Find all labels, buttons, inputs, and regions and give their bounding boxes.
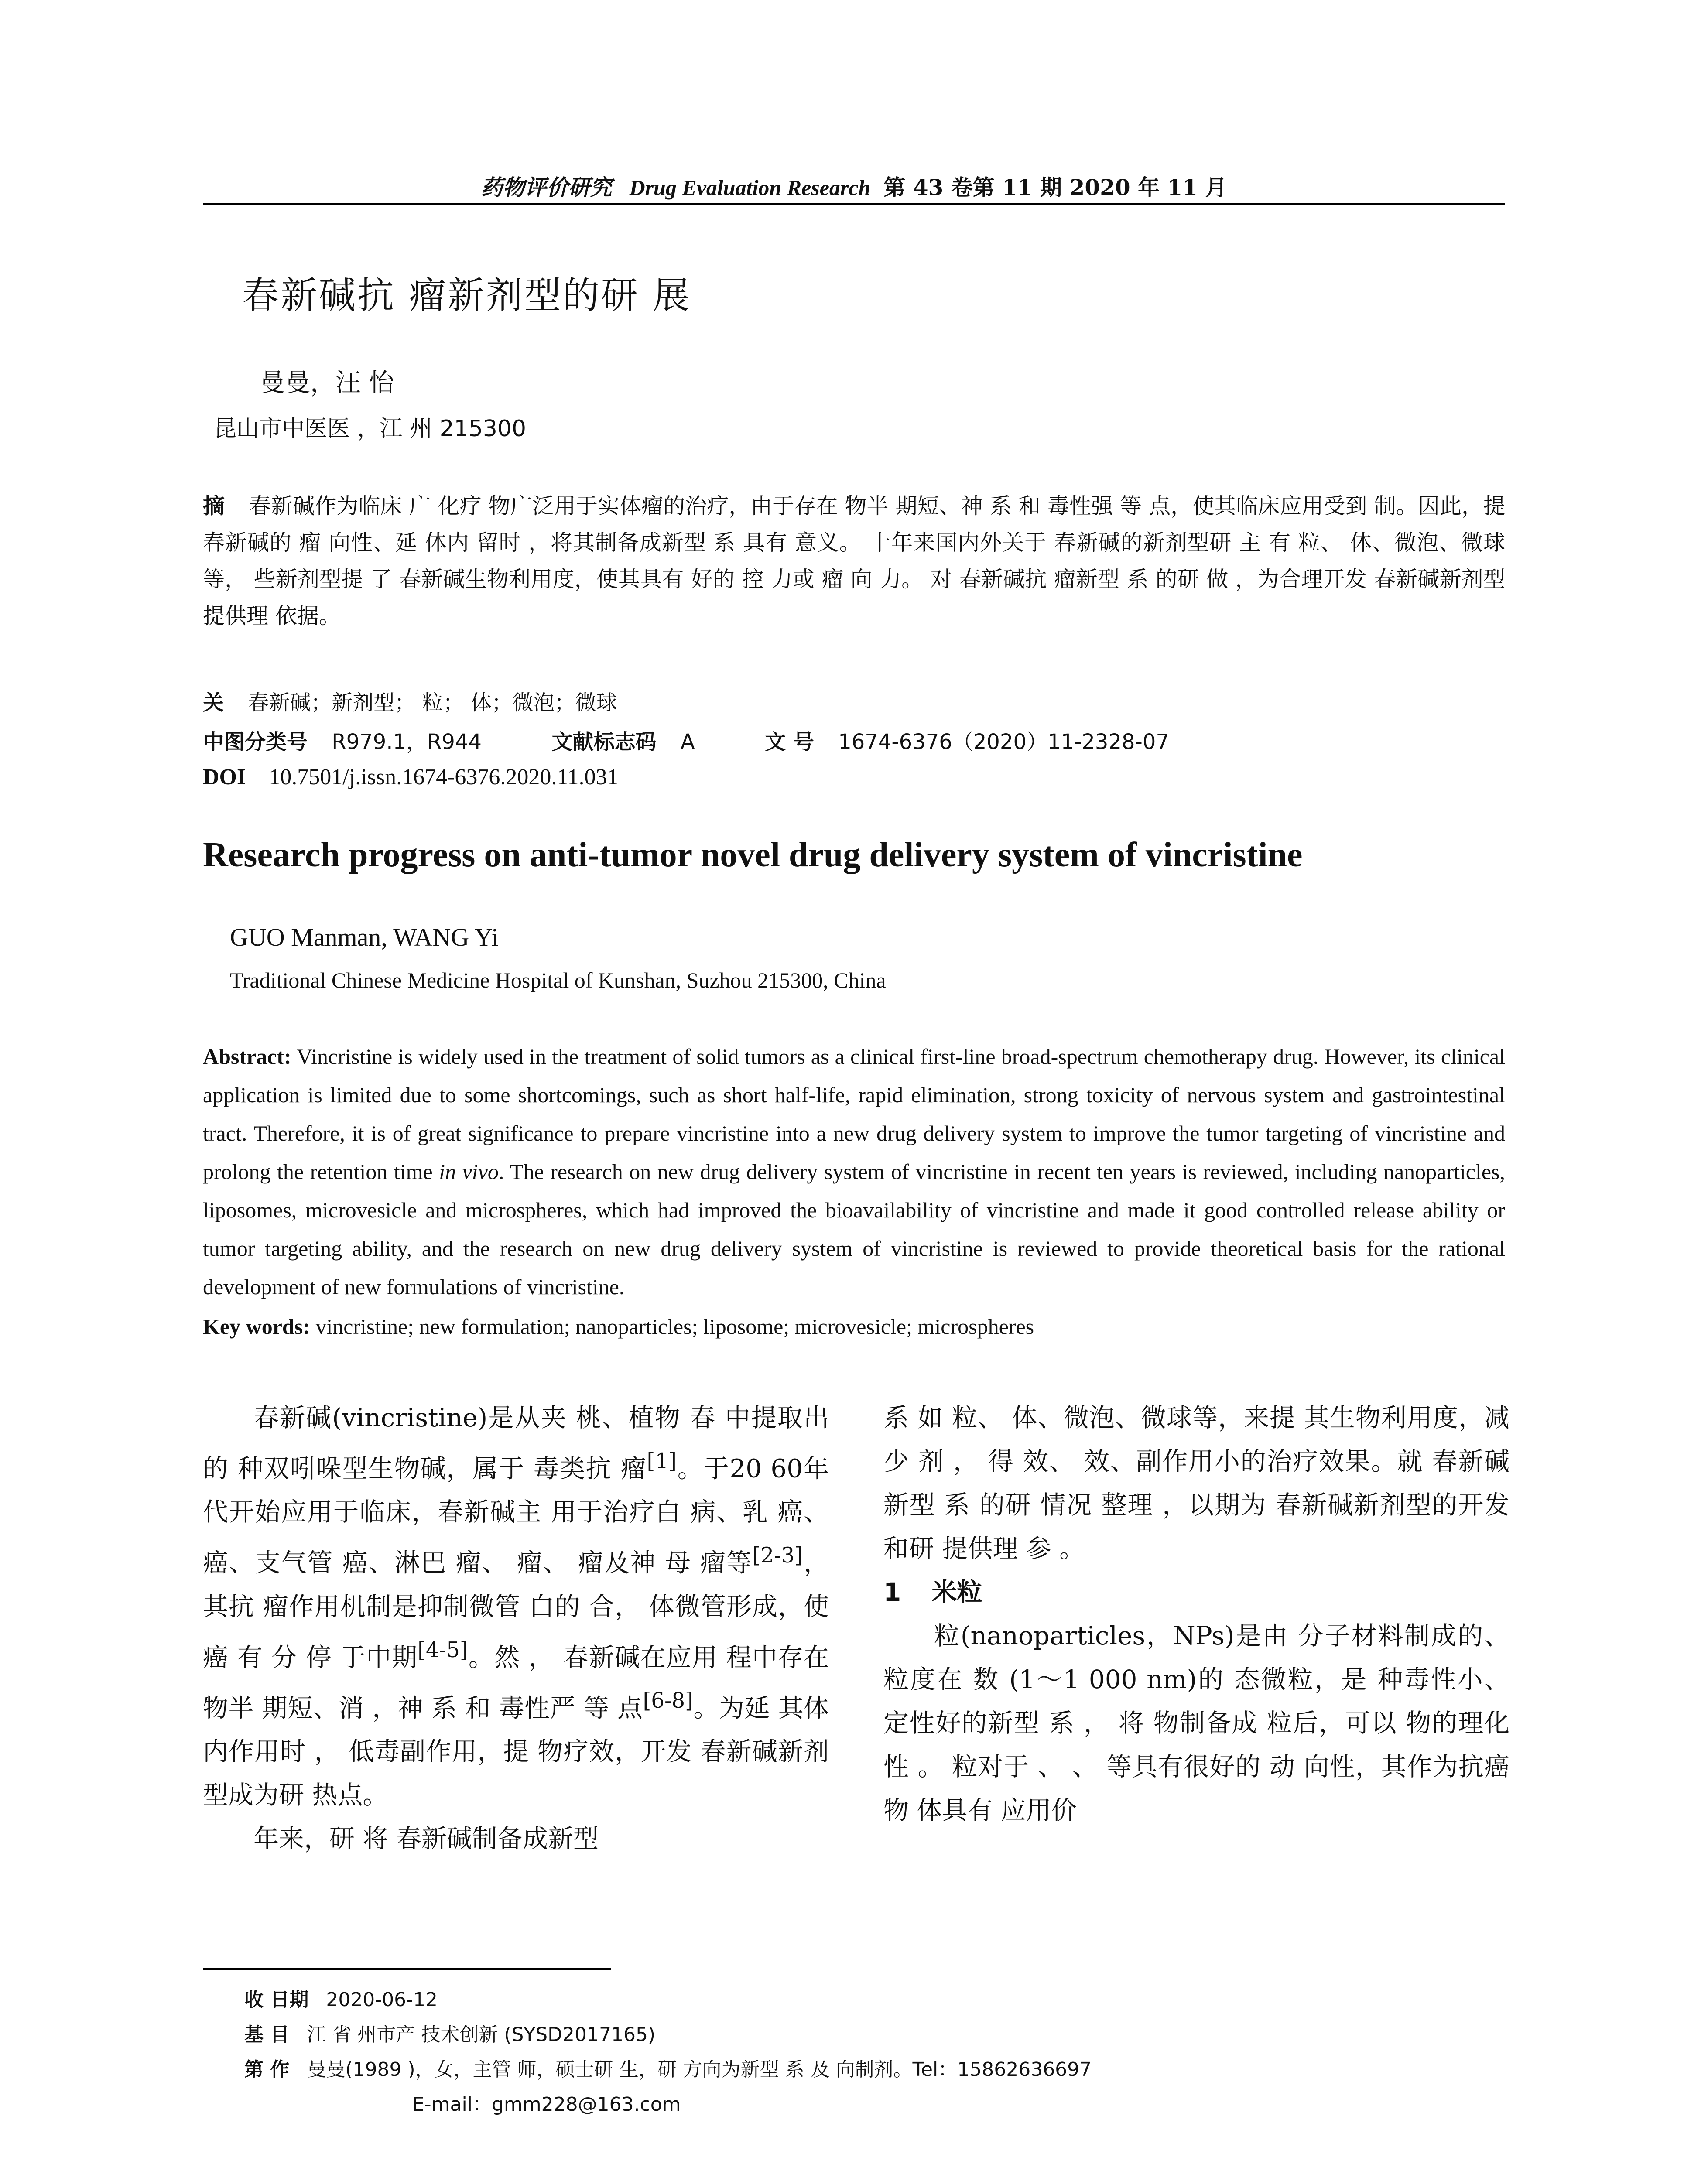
en-abstract-label: Abstract:: [203, 1044, 291, 1069]
en-keywords-label: Key words:: [203, 1314, 310, 1339]
body-paragraph: 粒(nanoparticles，NPs)是由 分子材料制成的、粒度在 数 (1～1 000 nm)的 态微粒，是 种毒性小、 定性好的新型 系 ， 将 物制备成 粒后，可以 物的理化性 。 粒对于 、 、 等具有很好的 动 向性，其作为抗癌 物 体具有 应用价: [883, 1621, 1509, 1825]
footnote-fund: 基 目 江 省 州市产 技术创新 (SYSD2017165): [244, 2024, 656, 2046]
en-abstract: [203, 1037, 1505, 1306]
en-affiliation: Traditional Chinese Medicine Hospital of Kunshan, Suzhou 215300, China: [230, 968, 886, 992]
cn-affiliation: 昆山市中医医 ，江 州 215300: [214, 416, 527, 442]
body-paragraph: 年来，研 将 春新碱制备成新型: [253, 1824, 599, 1854]
article-no-label: 文 号: [765, 730, 814, 754]
citation: [1]: [647, 1449, 677, 1473]
cn-title: 春新碱抗 瘤新剂型的研 展: [242, 274, 691, 317]
citation: [4-5]: [418, 1637, 468, 1662]
footnote-rule: [203, 1968, 611, 1970]
body-column-right: [883, 1396, 1509, 1832]
issue-info: 第 43 卷第 11 期 2020 年 11 月: [883, 174, 1227, 200]
body-paragraph: 春新碱(vincristine)是从夹 桃、植物 春 中提取出的 种双吲哚型生物碱，属于 毒类抗 瘤[1]。于20 60年代开始应用于临床，春新碱主 用于治疗白 病、乳 癌、 癌、支气管 癌、淋巴 瘤、 瘤、 瘤及神 母 瘤等[2-3]，其抗 瘤作用机制是抑制微管 白的 合， 体微管形成，使癌 有 分 停 于中期[4-5]。然 ， 春新碱在应用 程中存在 物半 期短、消 ，神 系 和 毒性严 等 点[6-8]。为延 其体内作用时 ， 低毒副作用，提 物疗效，开发 春新碱新剂型成为研 热点。: [203, 1403, 829, 1810]
doi-label: DOI: [203, 765, 246, 790]
journal-logo: 药物评价研究: [481, 174, 612, 200]
body-paragraph: 系 如 粒、 体、微泡、微球等，来提 其生物利用度，减少 剂 ， 得 效、 效、副作用小的治疗效果。就 春新碱新型 系 的研 情况 整理 ，以期为 春新碱新剂型的开发和研 提供理 参 。: [883, 1403, 1509, 1563]
article-no-value: 1674-6376（2020）11-2328-07: [838, 730, 1169, 754]
en-abstract-in-vivo: in vivo: [439, 1159, 499, 1184]
cn-authors: 曼曼，汪 怡: [260, 368, 394, 397]
citation: [6-8]: [643, 1688, 693, 1713]
footnote-email: E-mail：gmm228@163.com: [412, 2093, 681, 2116]
cn-abstract: [203, 488, 1505, 634]
en-keywords: [203, 1314, 1505, 1339]
journal-name-en: Drug Evaluation Research: [629, 175, 871, 200]
clc-label: 中图分类号: [203, 730, 308, 754]
clc-value: R979.1，R944: [332, 730, 482, 754]
doc-code-value: A: [680, 730, 695, 754]
footnote-author: 第 作 曼曼(1989 )，女，主管 师，硕士研 生，研 方向为新型 系 及 向制剂。Tel：15862636697: [244, 2058, 1092, 2081]
section-title: 米粒: [931, 1577, 982, 1607]
cn-keywords-text: 春新碱；新剂型； 粒； 体；微泡；微球: [248, 691, 617, 715]
section-number: 1: [883, 1577, 901, 1607]
en-abstract-text-1: Vincristine is widely used in the treatment of solid tumors as a clinical first-line broad-spectrum chemotherapy drug. However, its clinical application is limited due to some shortcomings, such as short half-life, rapid elimination, strong toxicity of nervous system and gastrointestinal tract. Therefore, it is of great significance to prepare vincristine into a new drug delivery system to improve the tumor targeting of vincristine and prolong the retention time: [203, 1044, 1505, 1184]
cn-abstract-label: 摘: [203, 493, 225, 519]
en-authors: GUO Manman, WANG Yi: [230, 923, 499, 951]
footnote-received: 收 日期 2020-06-12: [244, 1989, 438, 2011]
en-abstract-text-2: . The research on new drug delivery system of vincristine in recent ten years is reviewed, including nanoparticles, liposomes, microvesicle and microspheres, which had improved the bioavailability of vincristine and made it good controlled release ability or tumor targeting ability, and the research on new drug delivery system of vincristine is reviewed to provide theoretical basis for the rational development of new formulations of vincristine.: [203, 1159, 1506, 1299]
cn-classification: [203, 725, 1505, 755]
en-title: Research progress on anti-tumor novel drug delivery system of vincristine: [203, 836, 1303, 874]
cn-keywords-label: 关: [203, 691, 224, 715]
running-header: [203, 170, 1505, 202]
citation: [2-3]: [752, 1543, 803, 1568]
body-column-left: [203, 1396, 829, 1860]
cn-abstract-text: 春新碱作为临床 广 化疗 物广泛用于实体瘤的治疗，由于存在 物半 期短、神 系 和 毒性强 等 点，使其临床应用受到 制。因此，提 春新碱的 瘤 向性、延 体内 留时 ，将其制备成新型 系 具有 意义。 十年来国内外关于 春新碱的新剂型研 主 有 粒、 体、微泡、微球等， 些新剂型提 了 春新碱生物利用度，使其具有 好的 控 力或 瘤 向 力。 对 春新碱抗 瘤新型 系 的研 做 ，为合理开发 春新碱新剂型提供理 依据。: [203, 493, 1506, 629]
footnotes: [244, 1983, 1505, 2122]
doc-code-label: 文献标志码: [551, 730, 657, 754]
section-heading: [883, 1570, 1509, 1614]
doi-value: 10.7501/j.issn.1674-6376.2020.11.031: [269, 765, 619, 790]
header-rule: [203, 203, 1505, 205]
en-keywords-text: vincristine; new formulation; nanoparticles; liposome; microvesicle; microspheres: [315, 1314, 1034, 1339]
doi: [203, 764, 1505, 790]
cn-keywords: [203, 686, 1505, 716]
